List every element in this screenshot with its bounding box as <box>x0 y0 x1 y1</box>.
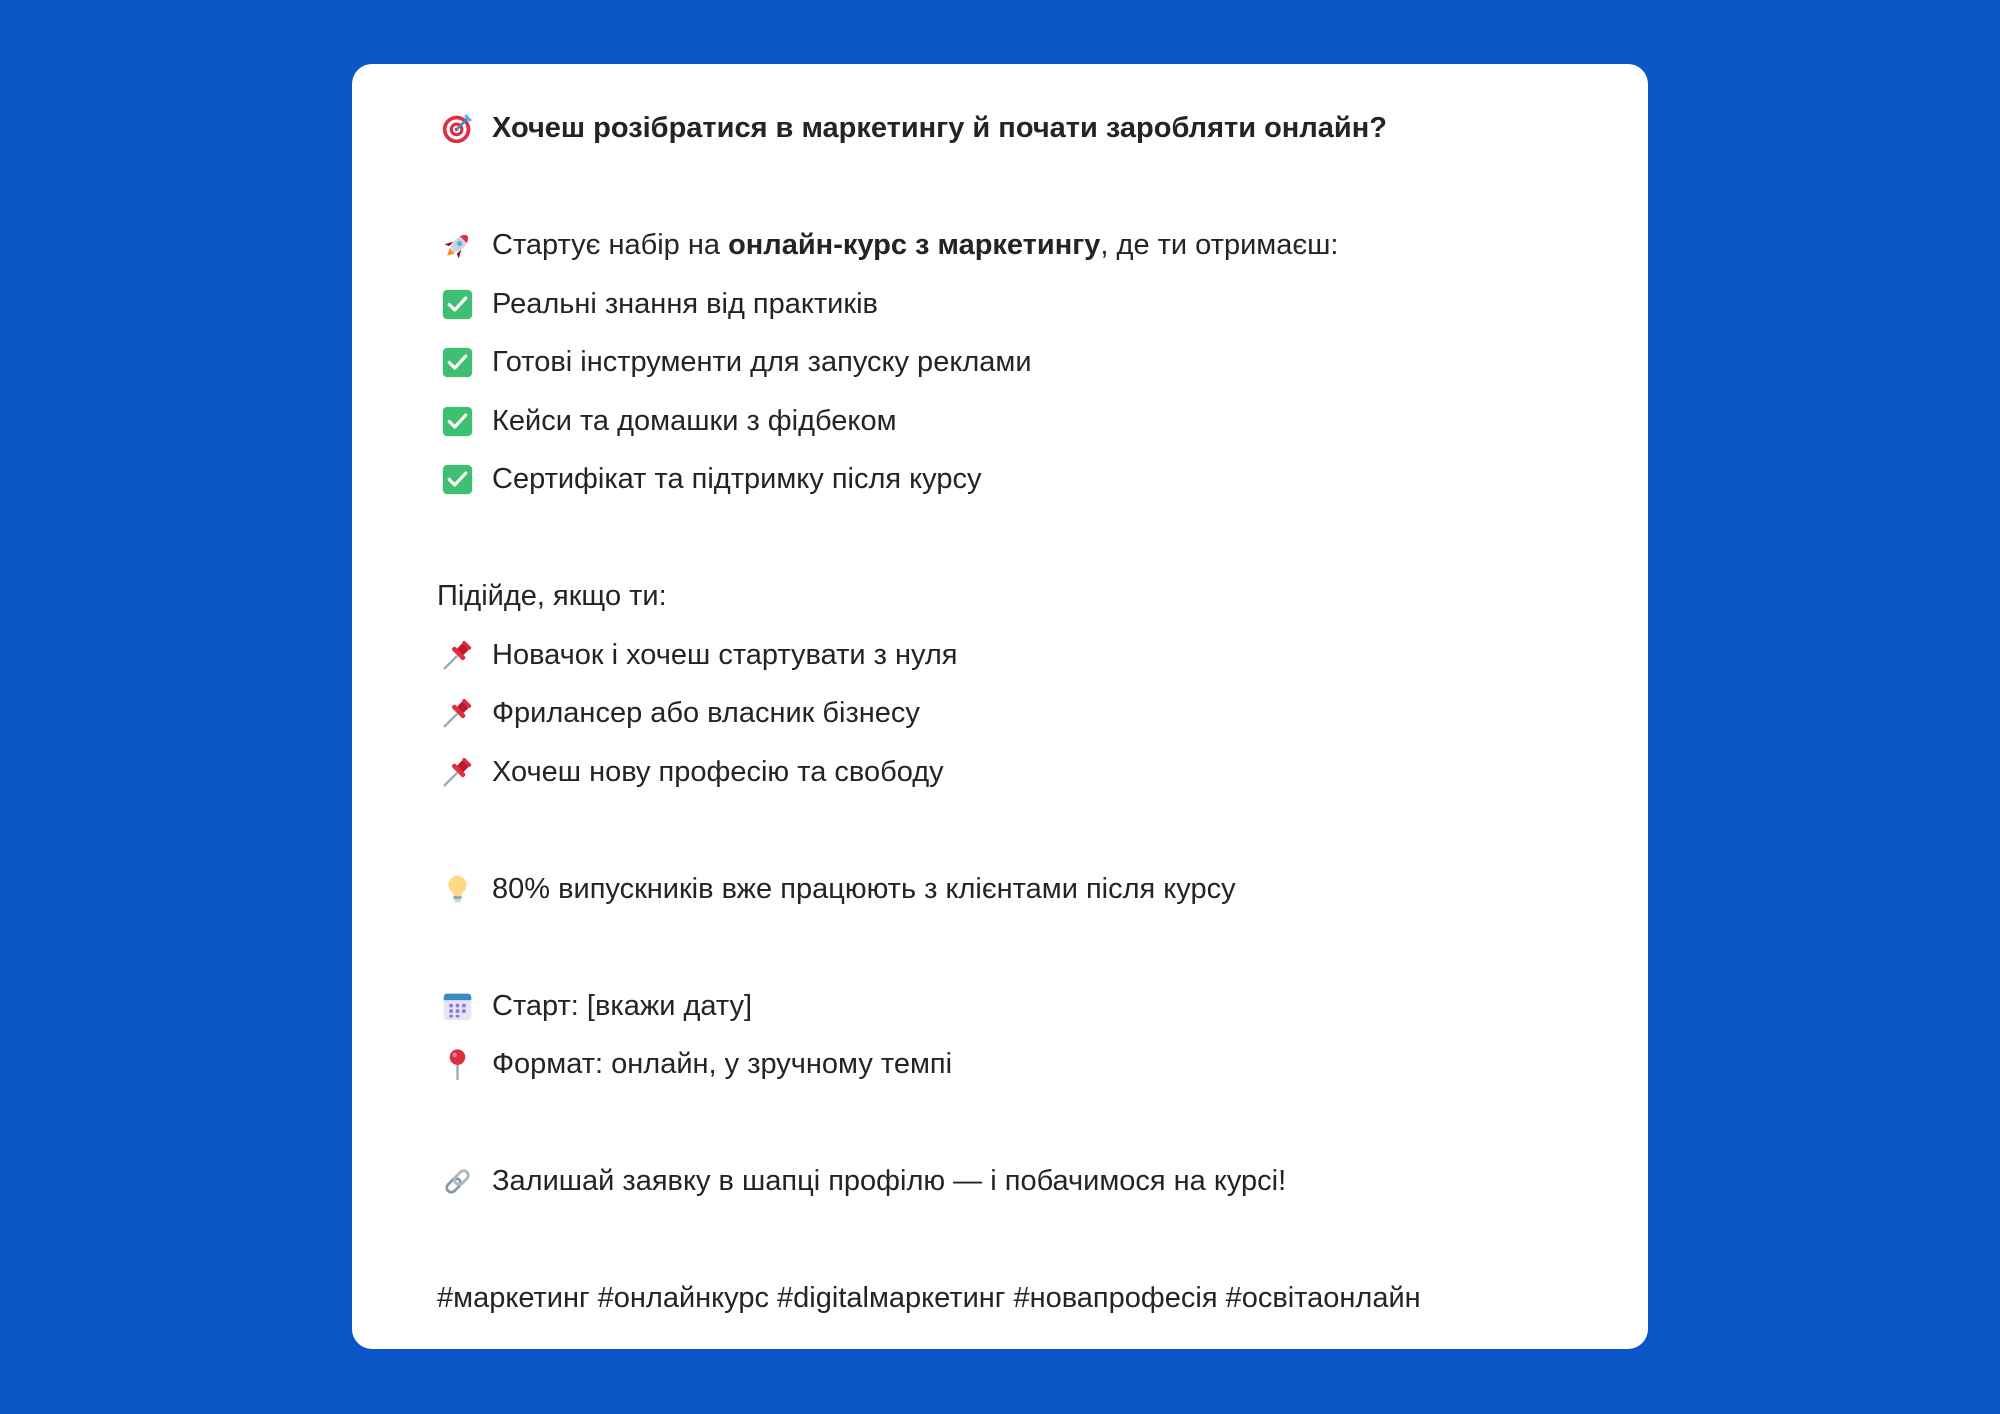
start-text: Старт: [вкажи дату] <box>492 989 753 1022</box>
audience-heading-text: Підійде, якщо ти: <box>437 580 667 613</box>
format-text: Формат: онлайн, у зручному темпі <box>492 1048 953 1081</box>
hashtags-line <box>437 1270 1648 1329</box>
start-line <box>437 977 1648 1036</box>
audience-heading <box>437 568 1648 627</box>
blank-line <box>437 1211 1648 1270</box>
stat-text: 80% випускників вже працюють з клієнтами після курсу <box>492 872 1236 905</box>
format-line <box>437 1036 1648 1095</box>
post-card <box>352 64 1648 1349</box>
check-mark-button-icon <box>437 451 492 510</box>
stat-line <box>437 860 1648 919</box>
benefit-item <box>437 334 1648 393</box>
check-mark-button-icon <box>437 334 492 393</box>
benefit-item <box>437 451 1648 510</box>
audience-text: Фрилансер або власник бізнесу <box>492 697 920 730</box>
audience-item <box>437 626 1648 685</box>
headline-text: Хочеш розібратися в маркетингу й почати заробляти онлайн? <box>492 112 1387 145</box>
light-bulb-icon <box>437 860 492 919</box>
blank-line <box>437 919 1648 978</box>
audience-text: Новачок і хочеш стартувати з нуля <box>492 638 958 671</box>
check-mark-button-icon <box>437 275 492 334</box>
benefit-text: Готові інструменти для запуску реклами <box>492 346 1032 379</box>
blank-line <box>437 1094 1648 1153</box>
target-icon <box>437 100 492 159</box>
rocket-icon <box>437 217 492 276</box>
pushpin-icon <box>437 743 492 802</box>
intro-line <box>437 217 1648 276</box>
pushpin-icon <box>437 626 492 685</box>
blank-line <box>437 509 1648 568</box>
intro-text-end: , де ти отримаєш: <box>1100 229 1339 262</box>
cta-line <box>437 1153 1648 1212</box>
calendar-icon <box>437 977 492 1036</box>
hashtags-text: #маркетинг #онлайнкурс #digitalмаркетинг #новапрофесія #освітаонлайн <box>437 1282 1421 1315</box>
benefit-item <box>437 392 1648 451</box>
benefit-text: Сертифікат та підтримку після курсу <box>492 463 982 496</box>
benefit-item <box>437 275 1648 334</box>
round-pushpin-icon <box>437 1036 492 1095</box>
headline-line <box>437 100 1648 159</box>
pushpin-icon <box>437 685 492 744</box>
benefit-text: Реальні знання від практиків <box>492 287 878 320</box>
check-mark-button-icon <box>437 392 492 451</box>
intro-text-bold: онлайн-курс з маркетингу <box>728 229 1101 262</box>
blank-line <box>437 802 1648 861</box>
link-icon <box>437 1153 492 1212</box>
audience-item <box>437 743 1648 802</box>
blank-line <box>437 158 1648 217</box>
audience-item <box>437 685 1648 744</box>
cta-text: Залишай заявку в шапці профілю — і побачимося на курсі! <box>492 1165 1287 1198</box>
audience-text: Хочеш нову професію та свободу <box>492 755 944 788</box>
benefit-text: Кейси та домашки з фідбеком <box>492 404 897 437</box>
intro-text-start: Стартує набір на <box>492 229 729 262</box>
